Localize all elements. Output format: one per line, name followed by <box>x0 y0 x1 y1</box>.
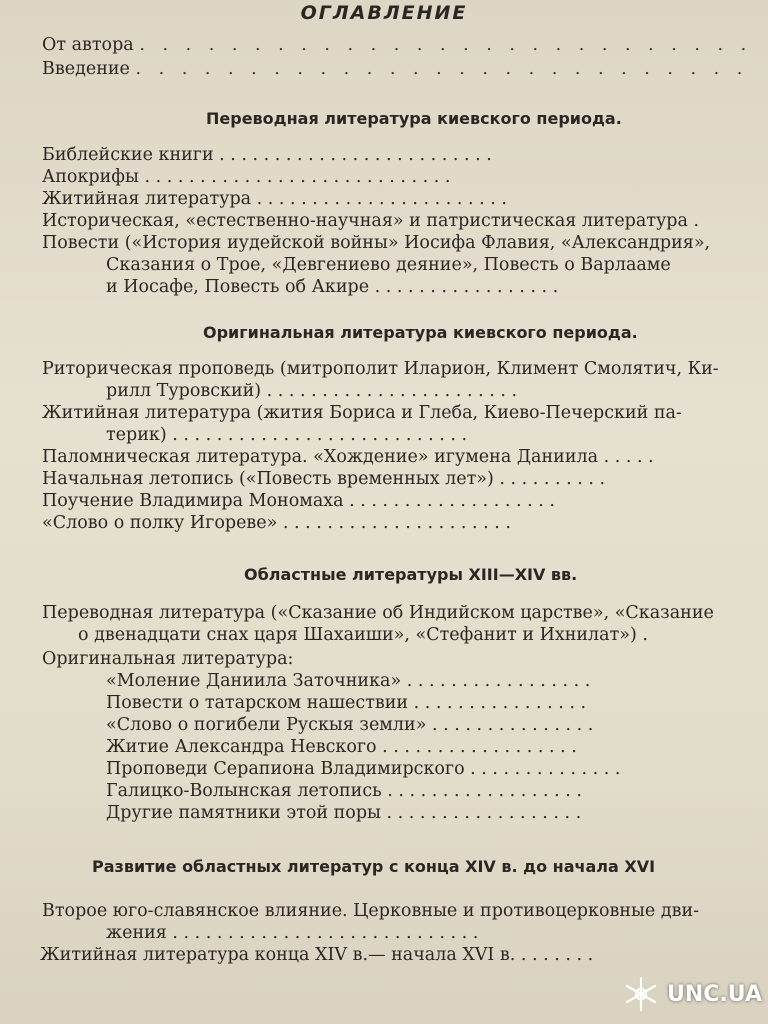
site-watermark <box>621 974 762 1014</box>
toc-subentry: «Слово о погибели Рускыя земли» . . . . . . . . . . . . . . . <box>106 715 594 735</box>
toc-entry: Паломническая литература. «Хождение» игумена Даниила . . . . . <box>42 447 654 467</box>
toc-subentry: Галицко-Волынская летопись . . . . . . . . . . . . . . . . . . <box>106 781 582 801</box>
section-heading: Областные литературы XIII—XIV вв. <box>244 565 578 584</box>
leader-dots: . . . . . . . . . . . . . . . . . . . . . . . . . . . <box>139 35 753 55</box>
toc-entry: Апокрифы . . . . . . . . . . . . . . . . . . . . . . . . . . . . <box>42 167 451 187</box>
toc-entry: Переводная литература («Сказание об Индийском царстве», «Сказание <box>42 603 714 623</box>
toc-subentry: Житие Александра Невского . . . . . . . . . . . . . . . . . . <box>106 737 577 757</box>
section-heading: Развитие областных литератур с конца XIV в. до начала XVI <box>92 857 656 876</box>
section-heading: Оригинальная литература киевского периода. <box>203 323 638 342</box>
toc-entry-continuation: Сказания о Трое, «Девгениево деяние», Повесть о Варлааме <box>106 255 671 275</box>
toc-entry: Историческая, «естественно-научная» и патристическая литература . <box>42 211 700 231</box>
watermark-text: UNC.UA <box>667 981 762 1007</box>
toc-entry: «Слово о полку Игореве» . . . . . . . . . . . . . . . . . . . . . <box>42 513 511 533</box>
toc-entry: Житийная литература конца XIV в.— начала XVI в. . . . . . . . <box>40 945 594 965</box>
toc-entry-continuation: рилл Туровский) . . . . . . . . . . . . . . . . . . . . . . . <box>106 381 518 401</box>
page-title: ОГЛАВЛЕНИЕ <box>300 2 468 24</box>
toc-entry: Риторическая проповедь (митрополит Иларион, Климент Смолятич, Ки- <box>42 359 719 379</box>
toc-entry-text: От автора <box>42 35 134 55</box>
toc-entry: Поучение Владимира Мономаха . . . . . . . . . . . . . . . . . . . <box>42 491 555 511</box>
toc-entry: Оригинальная литература: <box>42 649 294 669</box>
toc-entry: Второе юго-славянское влияние. Церковные и противоцерковные дви- <box>42 901 700 921</box>
toc-entry: Повести («История иудейской войны» Иосифа Флавия, «Александрия», <box>42 233 711 253</box>
toc-subentry: Другие памятники этой поры . . . . . . . . . . . . . . . . . . <box>106 803 582 823</box>
toc-subentry: Проповеди Серапиона Владимирского . . . . . . . . . . . . . . <box>106 759 621 779</box>
toc-entry: Начальная летопись («Повесть временных лет») . . . . . . . . . . <box>42 469 606 489</box>
toc-entry: Житийная литература (жития Бориса и Глеба, Киево-Печерский па- <box>42 403 682 423</box>
toc-entry-text: Введение <box>42 59 130 79</box>
toc-entry-introduction <box>42 58 748 80</box>
section-heading: Переводная литература киевского периода. <box>206 109 622 128</box>
toc-entry-continuation: и Иосафе, Повесть об Акире . . . . . . . . . . . . . . . . . <box>106 277 559 297</box>
toc-entry-continuation: о двенадцати снах царя Шахаиши», «Стефанит и Ихнилат») . <box>78 625 648 645</box>
snowflake-logo-icon <box>621 974 661 1014</box>
leader-dots: . . . . . . . . . . . . . . . . . . . . . . . . . . . <box>135 59 749 79</box>
toc-subentry: «Моление Даниила Заточника» . . . . . . . . . . . . . . . . . <box>106 671 591 691</box>
toc-entry-continuation: жения . . . . . . . . . . . . . . . . . . . . . . . . . . . . <box>106 923 479 943</box>
toc-entry-continuation: терик) . . . . . . . . . . . . . . . . . . . . . . . . . . . <box>106 425 468 445</box>
toc-subentry: Повести о татарском нашествии . . . . . . . . . . . . . . . . <box>106 693 587 713</box>
toc-entry: Библейские книги . . . . . . . . . . . . . . . . . . . . . . . . . <box>42 145 492 165</box>
toc-entry-author <box>42 34 752 56</box>
toc-entry: Житийная литература . . . . . . . . . . . . . . . . . . . . . . . <box>42 189 507 209</box>
